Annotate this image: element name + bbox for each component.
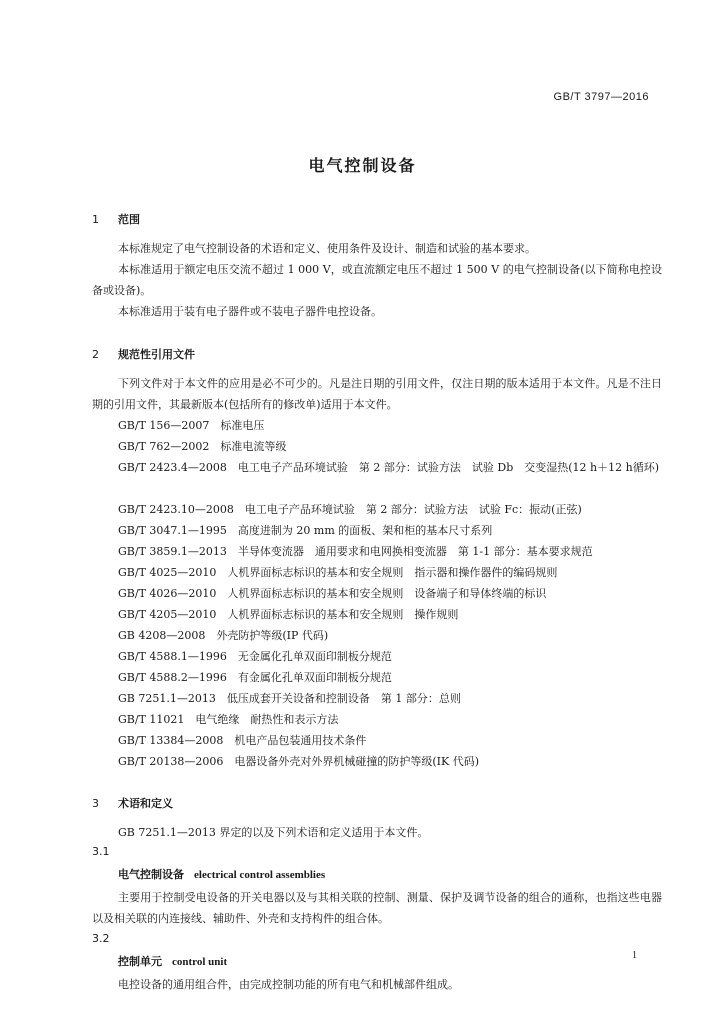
section-3-heading xyxy=(92,795,173,811)
reference-item: GB/T 4025—2010 人机界面标志标识的基本和安全规则 指示器和操作器件的编码规则 xyxy=(118,566,558,579)
section-title: 术语和定义 xyxy=(118,797,173,810)
reference-item: GB/T 3859.1—2013 半导体变流器 通用要求和电网换相变流器 第 1-1 部分：基本要求规范 xyxy=(118,545,593,558)
reference-item: GB/T 4026—2010 人机界面标志标识的基本和安全规则 设备端子和导体终端的标识 xyxy=(118,587,547,600)
reference-item: GB/T 20138—2006 电器设备外壳对外界机械碰撞的防护等级(IK 代码) xyxy=(118,755,480,768)
reference-item: GB/T 2423.10—2008 电工电子产品环境试验 第 2 部分：试验方法 试验 Fc：振动(正弦) xyxy=(118,503,582,516)
reference-item: GB/T 156—2007 标准电压 xyxy=(118,419,265,432)
term-heading xyxy=(118,866,325,882)
reference-item: GB/T 4588.1—1996 无金属化孔单双面印制板分规范 xyxy=(118,650,392,663)
section-number: 2 xyxy=(92,348,99,361)
reference-item: GB/T 11021 电气绝缘 耐热性和表示方法 xyxy=(118,713,339,726)
definition: 主要用于控制受电设备的开关电器以及与其相关联的控制、测量、保护及调节设备的组合的通称，也指这些电器以及相关联的内连接线、辅助件、外壳和支持构件的组合体。 xyxy=(92,891,662,925)
section-number: 1 xyxy=(92,213,99,226)
definition: 电控设备的通用组合件，由完成控制功能的所有电气和机械部件组成。 xyxy=(118,978,459,991)
reference-item: GB/T 4205—2010 人机界面标志标识的基本和安全规则 操作规则 xyxy=(118,608,459,621)
paragraph: 本标准规定了电气控制设备的术语和定义、使用条件及设计、制造和试验的基本要求。 xyxy=(118,242,536,255)
page-number: 1 xyxy=(632,950,637,961)
term-cn: 电气控制设备 xyxy=(118,868,184,881)
section-number: 3 xyxy=(92,797,99,810)
section-1-heading xyxy=(92,211,140,227)
clause-number: 3.1 xyxy=(92,845,110,858)
paragraph: GB 7251.1—2013 界定的以及下列术语和定义适用于本文件。 xyxy=(118,826,429,839)
section-title: 规范性引用文件 xyxy=(118,348,195,361)
term-heading xyxy=(118,953,227,969)
reference-item: GB 7251.1—2013 低压成套开关设备和控制设备 第 1 部分：总则 xyxy=(118,692,461,705)
term-en: control unit xyxy=(172,956,228,968)
reference-item: GB/T 762—2002 标准电流等级 xyxy=(118,440,287,453)
paragraph: 下列文件对于本文件的应用是必不可少的。凡是注日期的引用文件，仅注日期的版本适用于本文件。凡是不注日期的引用文件，其最新版本(包括所有的修改单)适用于本文件。 xyxy=(92,377,662,411)
section-title: 范围 xyxy=(118,213,140,226)
section-2-heading xyxy=(92,346,195,362)
reference-item: GB/T 2423.4—2008 电工电子产品环境试验 第 2 部分：试验方法 试验 Db 交变湿热(12 h＋12 h循环) xyxy=(118,461,659,474)
paragraph: 本标准适用于装有电子器件或不装电子器件电控设备。 xyxy=(118,305,382,318)
reference-item: GB/T 3047.1—1995 高度进制为 20 mm 的面板、架和柜的基本尺寸系列 xyxy=(118,524,493,537)
term-cn: 控制单元 xyxy=(118,955,162,968)
reference-item: GB/T 4588.2—1996 有金属化孔单双面印制板分规范 xyxy=(118,671,392,684)
clause-number: 3.2 xyxy=(92,932,110,945)
reference-item: GB/T 13384—2008 机电产品包装通用技术条件 xyxy=(118,734,367,747)
paragraph: 本标准适用于额定电压交流不超过 1 000 V，或直流额定电压不超过 1 500 V 的电气控制设备(以下简称电控设备或设备)。 xyxy=(92,263,662,297)
document-code: GB/T 3797—2016 xyxy=(553,91,649,103)
reference-item: GB 4208—2008 外壳防护等级(IP 代码) xyxy=(118,629,329,642)
term-en: electrical control assemblies xyxy=(194,869,326,881)
document-title: 电气控制设备 xyxy=(308,156,417,175)
